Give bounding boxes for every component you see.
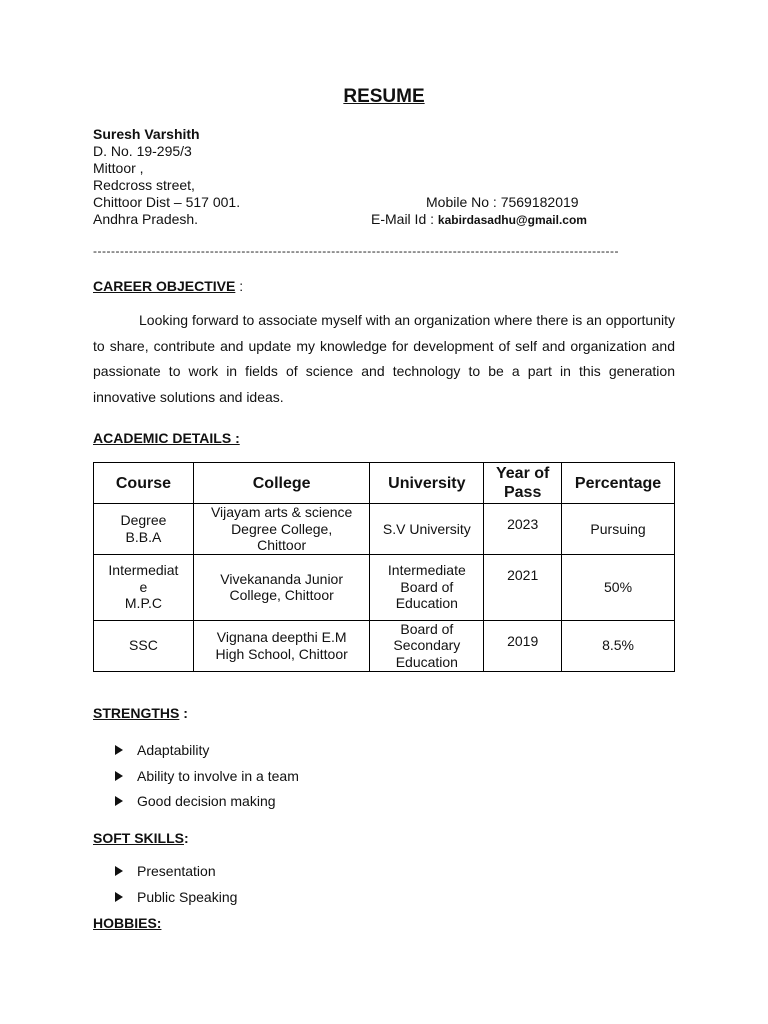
strengths-label: STRENGTHS <box>93 705 180 721</box>
table-cell: Intermediate Board of Education <box>370 554 484 620</box>
strengths-list <box>115 738 299 815</box>
table-cell: Vignana deepthi E.M High School, Chittoor <box>193 620 370 671</box>
list-item <box>115 885 237 911</box>
list-item-text: Public Speaking <box>137 888 238 905</box>
arrow-bullet-icon <box>115 866 123 876</box>
heading-colon: : <box>179 705 188 721</box>
strengths-heading <box>93 705 188 721</box>
heading-colon: : <box>184 830 189 846</box>
address-line: Chittoor Dist – 517 001. <box>93 194 241 210</box>
mobile-line <box>426 194 579 210</box>
arrow-bullet-icon <box>115 771 123 781</box>
table-cell: Board of Secondary Education <box>370 620 484 671</box>
list-item-text: Good decision making <box>137 793 276 809</box>
column-header <box>484 463 562 504</box>
arrow-bullet-icon <box>115 796 123 806</box>
email-line <box>371 211 587 227</box>
address-line: Redcross street, <box>93 177 195 193</box>
email-label: E-Mail Id : <box>371 211 438 227</box>
table-row <box>94 620 675 671</box>
list-item <box>115 738 299 764</box>
email-address[interactable]: kabirdasadhu@gmail.com <box>437 213 587 227</box>
column-header: Percentage <box>562 463 675 504</box>
career-objective-label: CAREER OBJECTIVE <box>93 278 236 294</box>
address-line: D. No. 19-295/3 <box>93 143 192 159</box>
soft-skills-label: SOFT SKILLS <box>93 830 184 846</box>
soft-skills-heading <box>93 830 189 846</box>
contact-block <box>93 126 240 228</box>
table-cell: Degree B.B.A <box>94 504 194 555</box>
mobile-label: Mobile No : <box>426 194 501 210</box>
arrow-bullet-icon <box>115 745 123 755</box>
table-cell: Intermediat e M.P.C <box>94 554 194 620</box>
hobbies-heading <box>93 915 161 931</box>
table-header-row <box>94 463 675 504</box>
column-header: Course <box>94 463 194 504</box>
column-header-text: Year of Pass <box>495 465 550 501</box>
table-cell: Pursuing <box>562 504 675 555</box>
academic-details-label: ACADEMIC DETAILS : <box>93 430 240 446</box>
list-item <box>115 789 299 815</box>
list-item-text: Ability to involve in a team <box>137 767 299 784</box>
page-title: RESUME <box>343 86 425 107</box>
career-objective-heading <box>93 278 243 294</box>
table-row <box>94 554 675 620</box>
hobbies-label: HOBBIES: <box>93 915 162 931</box>
academic-details-heading <box>93 430 240 446</box>
table-cell: 8.5% <box>562 620 675 671</box>
column-header: University <box>370 463 484 504</box>
table-cell: 2023 <box>484 504 562 555</box>
list-item-text: Adaptability <box>137 742 210 758</box>
table-row <box>94 504 675 555</box>
table-cell: 2021 <box>484 554 562 620</box>
column-header: College <box>193 463 370 504</box>
academic-table <box>93 462 675 672</box>
list-item-text: Presentation <box>137 863 216 879</box>
table-cell: S.V University <box>370 504 484 555</box>
arrow-bullet-icon <box>115 892 123 902</box>
applicant-name: Suresh Varshith <box>93 126 200 142</box>
address-line: Andhra Pradesh. <box>93 211 199 227</box>
table-cell: 50% <box>562 554 675 620</box>
address-line: Mittoor , <box>93 160 144 176</box>
section-divider: --------------------------------------------------------------------------------------------------------------------- <box>93 244 620 258</box>
table-cell: Vijayam arts & science Degree College, Chittoor <box>193 504 370 555</box>
table-cell: SSC <box>94 620 194 671</box>
list-item <box>115 859 237 885</box>
soft-skills-list <box>115 859 237 910</box>
heading-colon: : <box>235 278 244 294</box>
career-objective-text: Looking forward to associate myself with an organization where there is an opportunity to share, contribute and update my knowledge for development of self and organization and passionate to work in fields of science and technology to be a part in this generation innovative solutions and ideas. <box>93 312 675 405</box>
list-item <box>115 764 299 790</box>
table-cell: Vivekananda Junior College, Chittoor <box>193 554 370 620</box>
table-cell: 2019 <box>484 620 562 671</box>
mobile-number: 7569182019 <box>500 194 579 210</box>
